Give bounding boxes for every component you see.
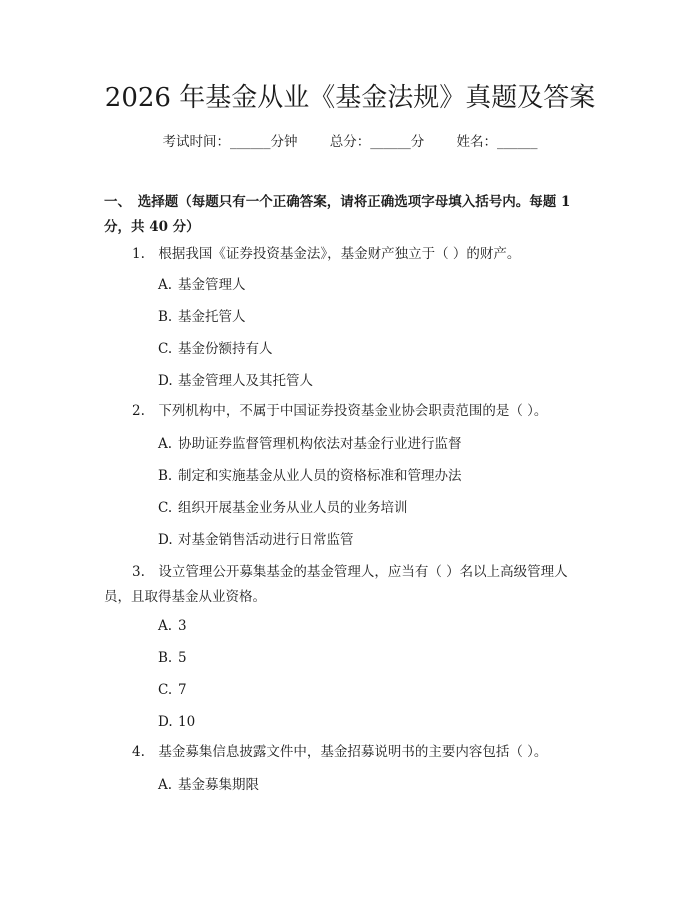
page-title: 2026 年基金从业《基金法规》真题及答案 <box>104 83 596 113</box>
option-letter: D. <box>158 714 173 730</box>
option-letter: D. <box>158 532 173 548</box>
option-letter: C. <box>158 682 173 698</box>
question-2: 2. 下列机构中，不属于中国证券投资基金业协会职责范围的是（ ）。 <box>132 403 548 419</box>
option-letter: B. <box>158 309 173 325</box>
option-text: 基金募集期限 <box>178 777 259 793</box>
option-text: 3 <box>178 618 187 634</box>
option <box>158 434 462 454</box>
option <box>158 680 187 700</box>
option <box>158 775 259 795</box>
option-letter: A. <box>158 277 173 293</box>
option-text: 组织开展基金业务从业人员的业务培训 <box>178 500 408 516</box>
option <box>158 339 273 359</box>
option-text: 基金管理人 <box>178 277 246 293</box>
option-text: 5 <box>178 650 187 666</box>
option-text: 10 <box>178 714 196 730</box>
option-text: 7 <box>178 682 187 698</box>
section-heading: 一、 选择题（每题只有一个正确答案，请将正确选项字母填入括号内。每题 1 分，共 40 分） <box>104 194 571 235</box>
option-letter: C. <box>158 341 173 357</box>
option-letter: C. <box>158 500 173 516</box>
option <box>158 616 187 636</box>
option <box>158 466 462 486</box>
option-text: 基金管理人及其托管人 <box>178 373 313 389</box>
option-letter: D. <box>158 373 173 389</box>
exam-meta <box>0 132 700 152</box>
question-3: 3. 设立管理公开募集基金的基金管理人，应当有（ ）名以上高级管理人员，且取得基金从业资格。 <box>104 564 568 605</box>
option <box>158 371 313 391</box>
option <box>158 648 187 668</box>
total-score-field: 总分：______分 <box>329 134 425 150</box>
option-text: 基金份额持有人 <box>178 341 273 357</box>
option-text: 基金托管人 <box>178 309 246 325</box>
option-letter: A. <box>158 777 173 793</box>
option-letter: B. <box>158 468 173 484</box>
option-text: 协助证券监督管理机构依法对基金行业进行监督 <box>178 436 462 452</box>
option <box>158 275 246 295</box>
question-1: 1. 根据我国《证券投资基金法》，基金财产独立于（ ）的财产。 <box>132 246 521 262</box>
option <box>158 530 354 550</box>
exam-time-field: 考试时间：______分钟 <box>162 134 298 150</box>
option-text: 对基金销售活动进行日常监管 <box>178 532 354 548</box>
question-4: 4. 基金募集信息披露文件中，基金招募说明书的主要内容包括（ ）。 <box>132 744 548 760</box>
option-letter: A. <box>158 436 173 452</box>
option-text: 制定和实施基金从业人员的资格标准和管理办法 <box>178 468 462 484</box>
student-name-field: 姓名：______ <box>456 134 538 150</box>
option-letter: B. <box>158 650 173 666</box>
option <box>158 307 246 327</box>
option-letter: A. <box>158 618 173 634</box>
option <box>158 498 408 518</box>
option <box>158 712 195 732</box>
